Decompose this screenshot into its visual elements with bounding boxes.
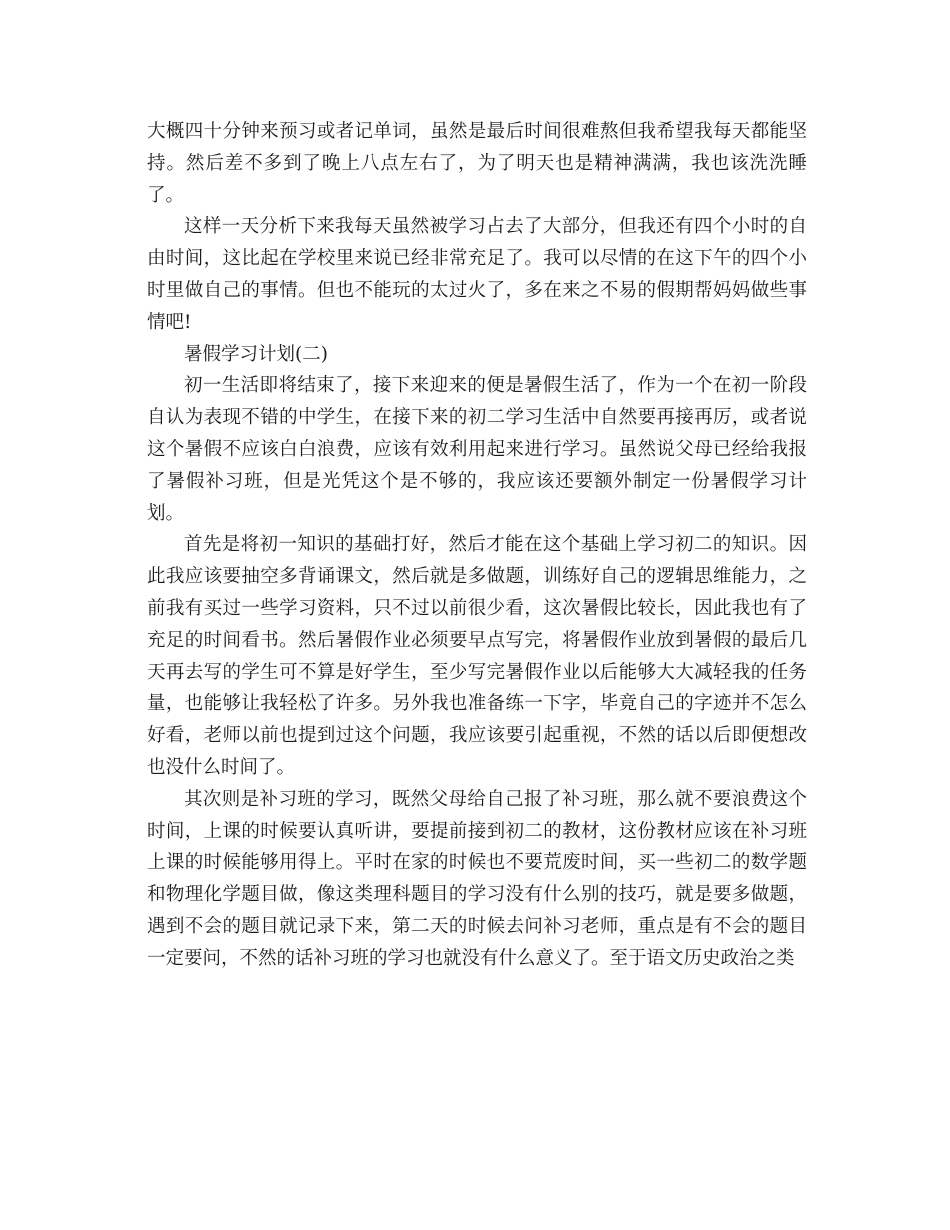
document-body [147, 116, 807, 975]
paragraph-1: 大概四十分钟来预习或者记单词，虽然是最后时间很难熬但我希望我每天都能坚持。然后差不多到了晚上八点左右了，为了明天也是精神满满，我也该洗洗睡了。 [147, 121, 807, 206]
paragraph-5: 其次则是补习班的学习，既然父母给自己报了补习班，那么就不要浪费这个时间，上课的时候要认真听讲，要提前接到初二的教材，这份教材应该在补习班上课的时候能够用得上。平时在家的时候也不要荒废时间，买一些初二的数学题和物理化学题目做，像这类理科题目的学习没有什么别的技巧，就是要多做题，遇到不会的题目就记录下来，第二天的时候去问补习老师，重点是有不会的题目一定要问，不然的话补习班的学习也就没有什么意义了。至于语文历史政治之类 [147, 788, 807, 969]
paragraph-2: 这样一天分析下来我每天虽然被学习占去了大部分，但我还有四个小时的自由时间，这比起在学校里来说已经非常充足了。我可以尽情的在这下午的四个小时里做自己的事情。但也不能玩的太过火了，多在来之不易的假期帮妈妈做些事情吧! [147, 216, 807, 333]
section-heading: 暑假学习计划(二) [184, 343, 328, 365]
paragraph-4: 首先是将初一知识的基础打好，然后才能在这个基础上学习初二的知识。因此我应该要抽空多背诵课文，然后就是多做题，训练好自己的逻辑思维能力，之前我有买过一些学习资料，只不过以前很少看，这次暑假比较长，因此我也有了充足的时间看书。然后暑假作业必须要早点写完，将暑假作业放到暑假的最后几天再去写的学生可不算是好学生，至少写完暑假作业以后能够大大减轻我的任务量，也能够让我轻松了许多。另外我也准备练一下字，毕竟自己的字迹并不怎么好看，老师以前也提到过这个问题，我应该要引起重视，不然的话以后即便想改也没什么时间了。 [147, 534, 807, 778]
paragraph-3: 初一生活即将结束了，接下来迎来的便是暑假生活了，作为一个在初一阶段自认为表现不错的中学生，在接下来的初二学习生活中自然要再接再厉，或者说这个暑假不应该白白浪费，应该有效利用起来进行学习。虽然说父母已经给我报了暑假补习班，但是光凭这个是不够的，我应该还要额外制定一份暑假学习计划。 [147, 375, 807, 524]
